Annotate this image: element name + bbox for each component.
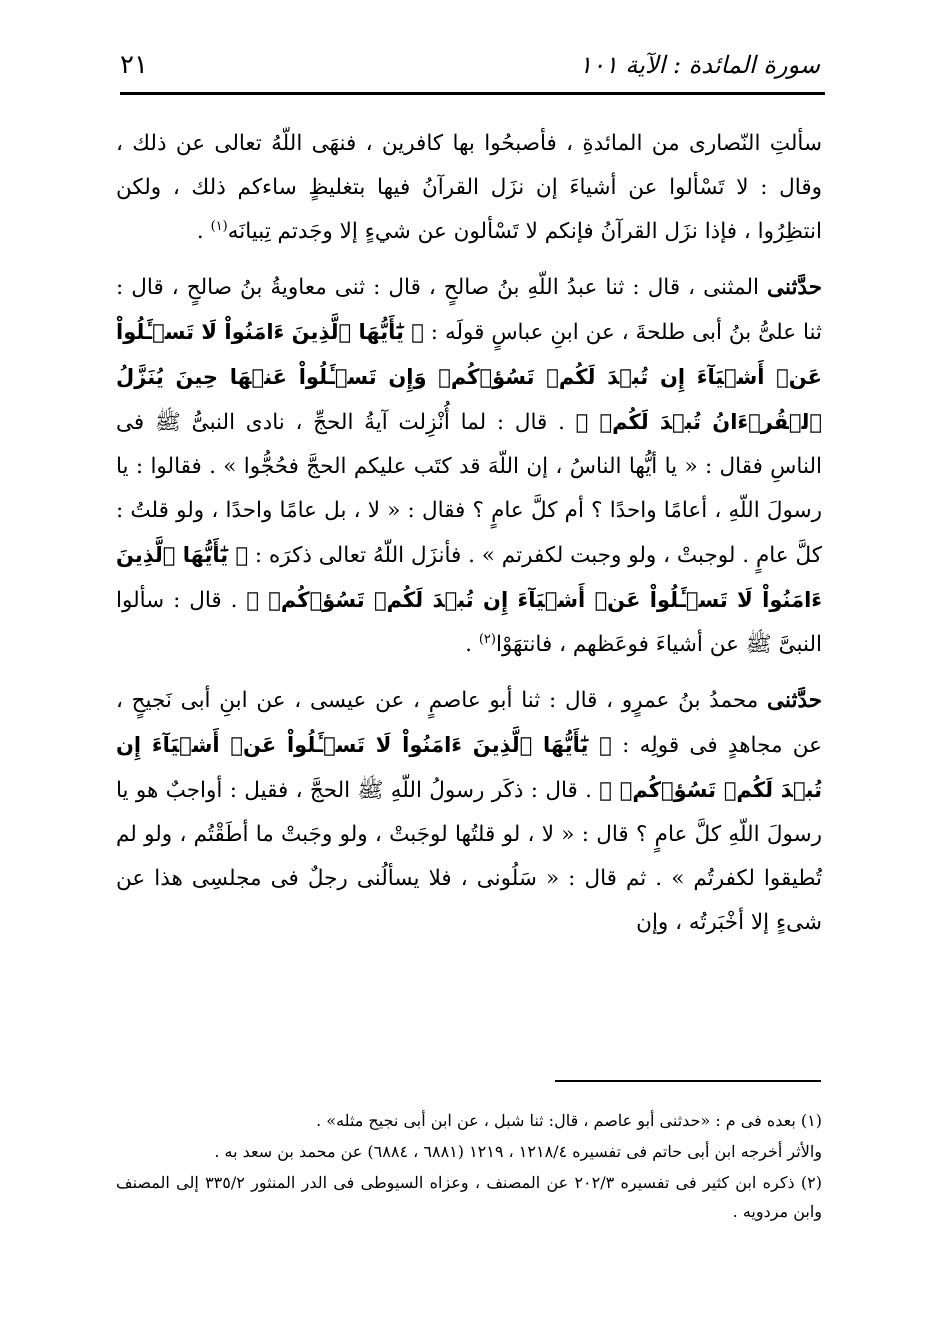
page-number: ٢١ — [120, 50, 148, 80]
footnote-rule — [555, 1080, 821, 1082]
paragraph-1 — [116, 122, 822, 254]
footnote-1-continued: والأثر أخرجه ابن أبى حاتم فى تفسيره ١٢١٨/٤ ، ١٢١٩ (٦٨٨١ ، ٦٨٨٤) عن محمد بن سعد به . — [214, 1142, 822, 1161]
main-text — [116, 122, 822, 945]
page-header — [120, 40, 820, 90]
header-rule — [120, 92, 825, 95]
footnotes — [116, 1106, 822, 1226]
paragraph-tail: . — [196, 219, 211, 244]
quran-verse: ﴿ يَٰٓأَيُّهَا ٱلَّذِينَ ءَامَنُواْ لَا تَسۡـَٔلُواْ عَنۡ أَشۡيَآءَ إِن تُبۡدَ لَكُمۡ تَسُؤۡكُمۡ ﴾ — [116, 733, 823, 802]
quran-verse: ﴿ يَٰٓأَيُّهَا ٱلَّذِينَ ءَامَنُواْ لَا تَسۡـَٔلُواْ عَنۡ أَشۡيَآءَ إِن تُبۡدَ لَكُمۡ تَسُؤۡكُمۡ ﴾ — [116, 543, 823, 612]
paragraph-lead: حدَّثنى — [767, 688, 822, 713]
footnote-ref-2: (٢) — [478, 631, 496, 647]
footnote-1: (١) بعده فى م : «حدثنى أبو عاصم ، قال: ثنا شبل ، عن ابن أبى نجيح مثله» . — [316, 1111, 822, 1130]
paragraph-text: محمدُ بنُ عمرٍو ، قال : ثنا أبو عاصمٍ ، عن عيسى ، عن ابنِ أبى نَجيحٍ ، عن مجاهدٍ فى قولِه : — [116, 688, 822, 758]
paragraph-text: . قال : لما أُنْزِلت آيةُ الحجِّ ، نادى النبىُّ ﷺ فى الناسِ فقال : « يا أيُّها الناسُ ، إن اللّهَ قد كتَب عليكم الحجَّ فحُجُّوا » . فقالوا : يا رسولَ اللّهِ ، أعامًا واحدًا ؟ أم كلَّ عامٍ ؟ فقال : « لا ، بل عامًا واحدًا ، ولو قلتُ : كلَّ عامٍ . لوجبتْ ، ولو وجبت لكفرتم » . فأنزَل اللّهُ تعالى ذكرَه : — [116, 410, 822, 568]
paragraph-tail: . — [465, 632, 479, 657]
running-title: سورة المائدة : الآية ١٠١ — [579, 51, 820, 79]
quran-verse: ﴿ يَٰٓأَيُّهَا ٱلَّذِينَ ءَامَنُواْ لَا تَسۡـَٔلُواْ عَنۡ أَشۡيَآءَ إِن تُبۡدَ لَكُمۡ تَسُؤۡكُمۡ وَإِن تَسۡـَٔلُواْ عَنۡهَا حِينَ يُنَزَّلُ ٱلۡقُرۡءَانُ تُبۡدَ لَكُمۡ ﴾ — [116, 320, 822, 434]
paragraph-text: . قال : ذكَر رسولُ اللّهِ ﷺ الحجَّ ، فقيل : أواجبٌ هو يا رسولَ اللّهِ كلَّ عامٍ ؟ قال : « لا ، لو قلتُها لوجَبتْ ، ولو وجَبتْ ما أطَقْتُم ، ولو لم تُطيقوا لكفرتُم » . ثم قال : « سَلُونى ، فلا يسألُنى رجلٌ فى مجلسِى هذا عن شىءٍ إلا أخْبَرتُه ، وإن — [116, 778, 822, 935]
paragraph-text: سألتِ النّصارى من المائدةِ ، فأصبحُوا بها كافرين ، فنهَى اللّهُ تعالى عن ذلك ، وقال : لا تَسْألوا عن أشياءَ إن نزَل القرآنُ فيها بتغليظٍ ساءكم ذلك ، ولكن انتظِرُوا ، فإذا نزَل القرآنُ فإنكم لا تَسْألون عن شيءٍ إلا وجَدتم تِبيانَه — [116, 131, 822, 244]
paragraph-3 — [116, 679, 822, 945]
footnote-2: (٢) ذكره ابن كثير فى تفسيره ٢٠٢/٣ عن المصنف ، وعزاه السيوطى فى الدر المنثور ٣٣٥/٢ إلى المصنف وابن مردويه . — [116, 1173, 822, 1221]
footnote-ref-1: (١) — [210, 218, 228, 234]
paragraph-2 — [116, 266, 822, 667]
paragraph-lead: حدَّثنى — [767, 275, 822, 300]
paragraph-text: . قال : سألوا النبىَّ ﷺ عن أشياءَ فوعَظهم ، فانتهَوْا — [116, 588, 822, 657]
paragraph-text: المثنى ، قال : ثنا عبدُ اللّهِ بنُ صالحٍ ، قال : ثنى معاويةُ بنُ صالحٍ ، قال : ثنا علىُّ بنُ أبى طلحةَ ، عن ابنِ عباسٍ قولَه : — [116, 275, 822, 345]
